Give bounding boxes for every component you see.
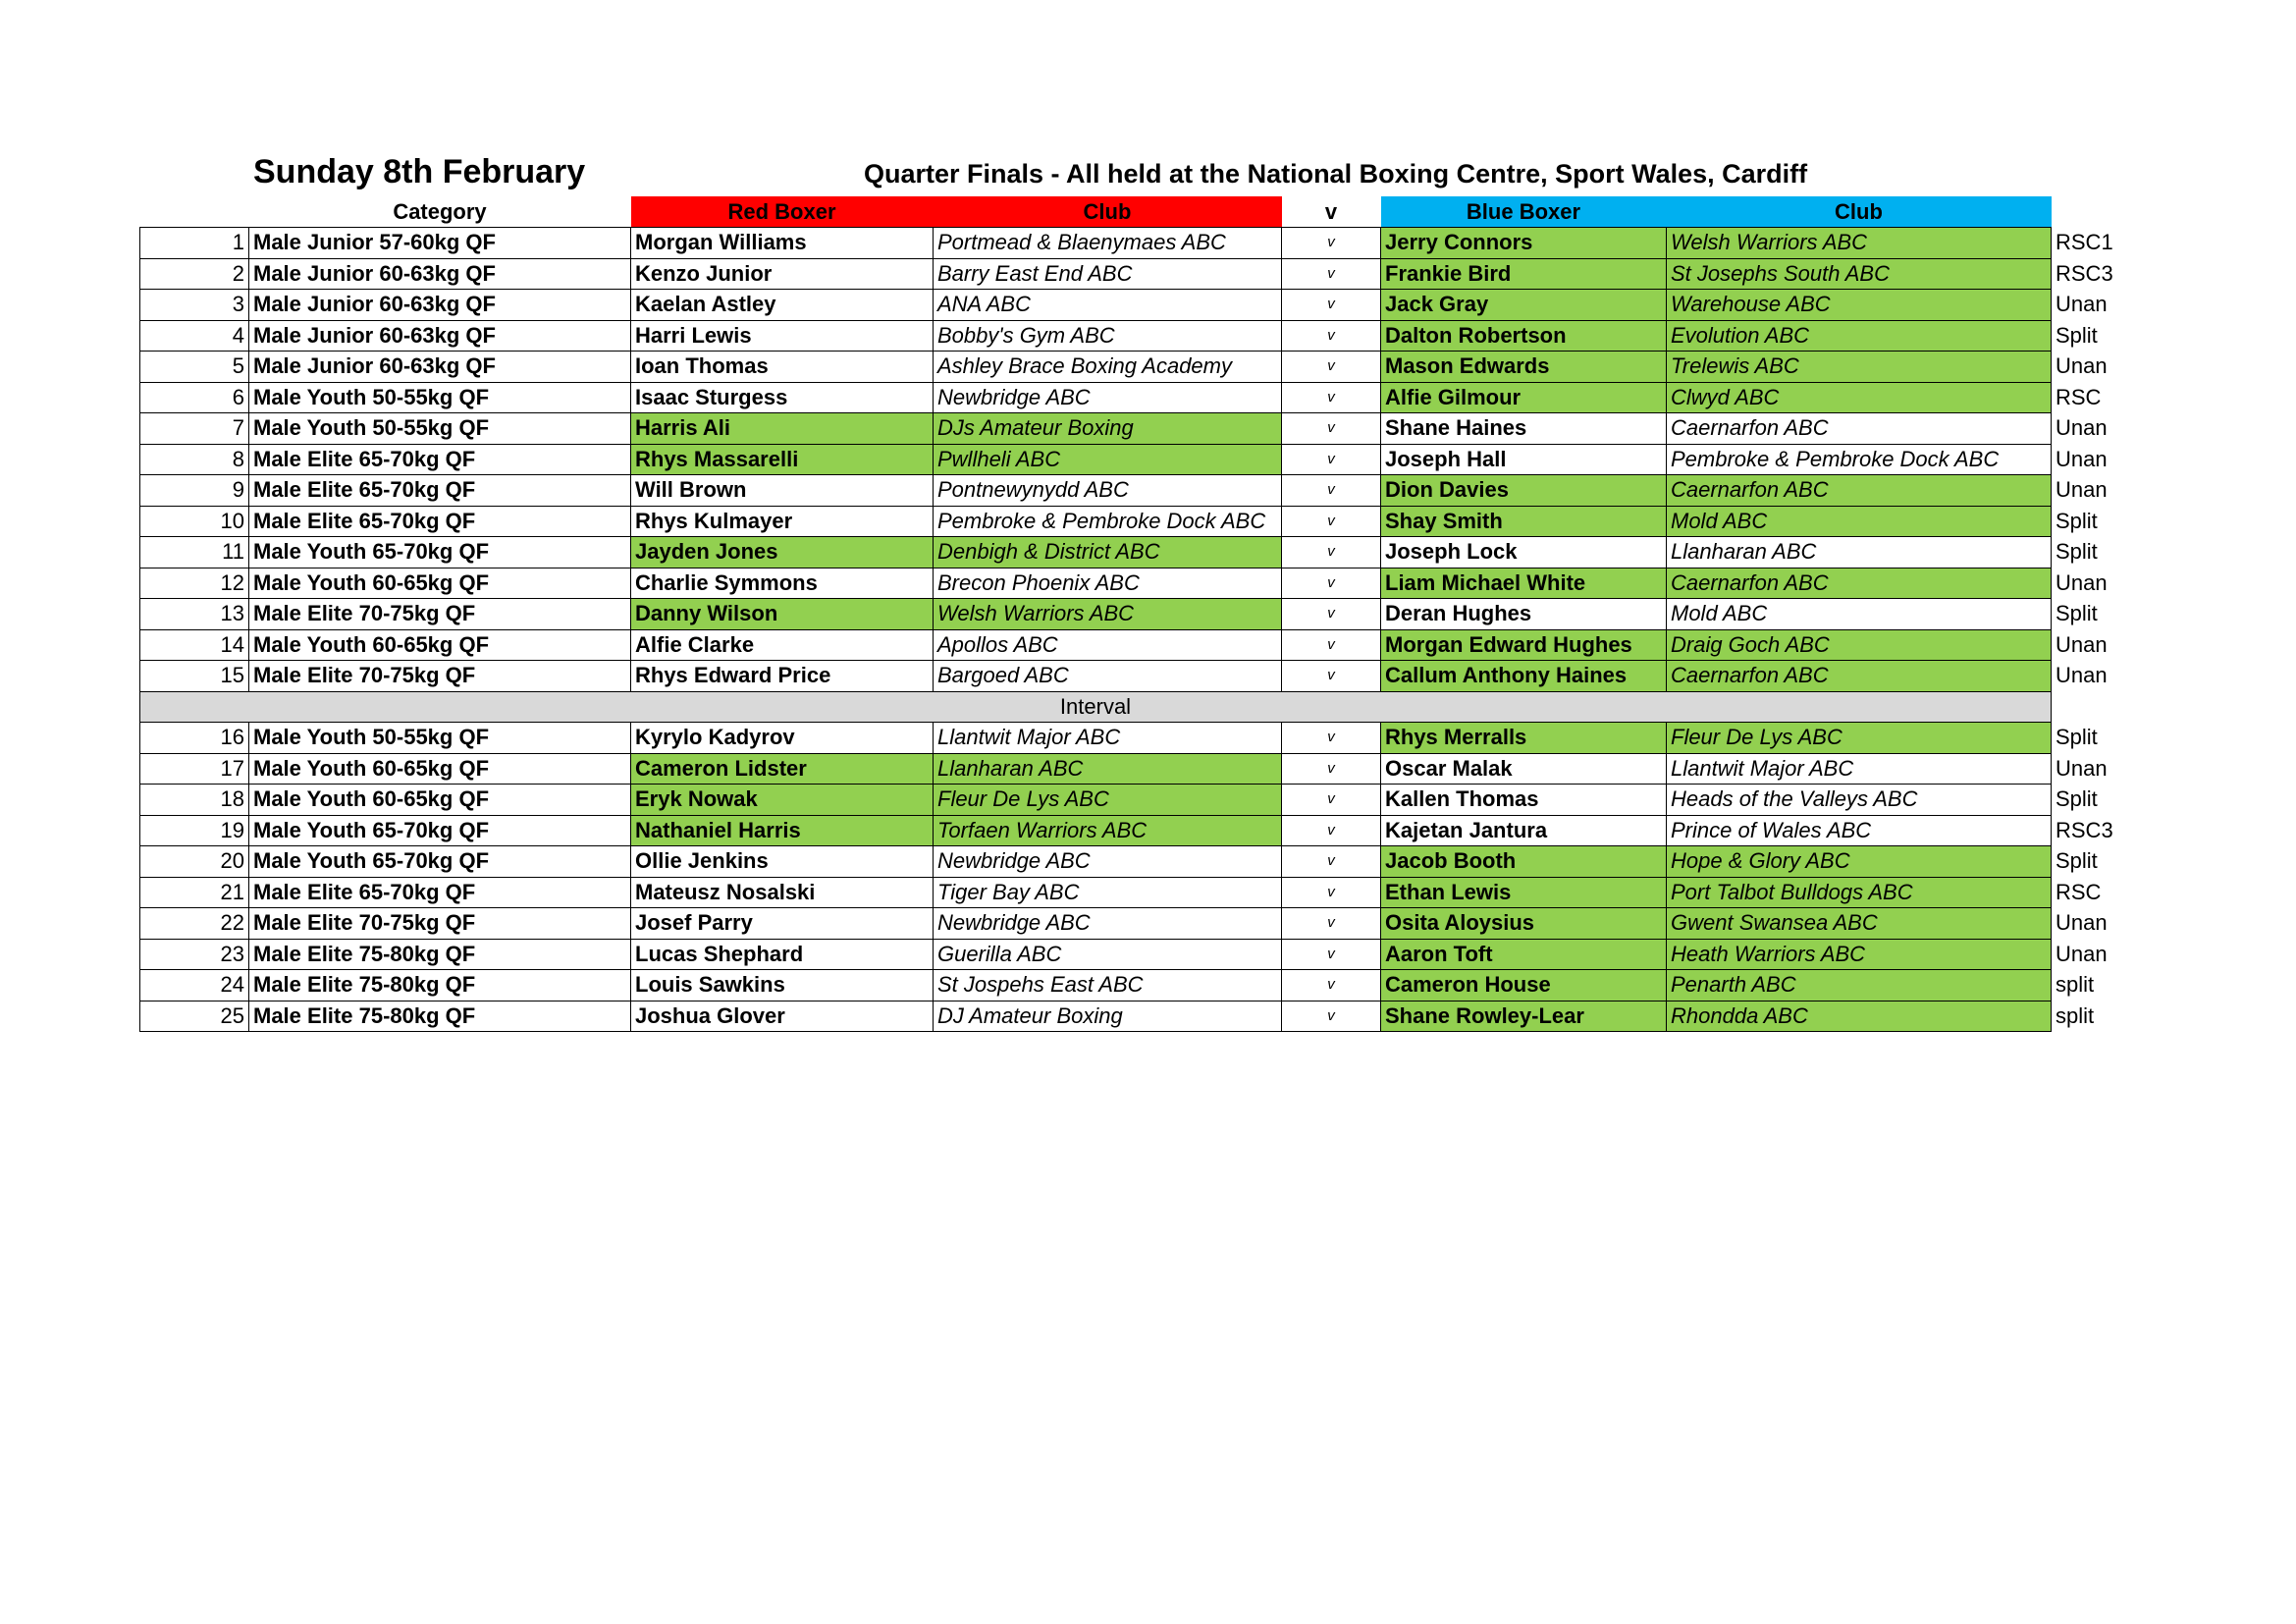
blue-boxer-name: Ethan Lewis <box>1381 877 1667 908</box>
blue-boxer-club: Llanharan ABC <box>1667 537 2052 568</box>
header-red-club: Club <box>934 196 1282 228</box>
bout-category: Male Elite 65-70kg QF <box>249 444 631 475</box>
header-category: Category <box>393 198 487 224</box>
red-boxer-club: Llantwit Major ABC <box>934 723 1282 754</box>
blue-boxer-name: Cameron House <box>1381 970 1667 1001</box>
bout-category: Male Elite 70-75kg QF <box>249 599 631 630</box>
bout-number: 14 <box>140 629 249 661</box>
versus-marker: v <box>1282 939 1381 970</box>
red-boxer-club: Guerilla ABC <box>934 939 1282 970</box>
versus-marker: v <box>1282 785 1381 816</box>
bout-category: Male Elite 75-80kg QF <box>249 939 631 970</box>
red-boxer-club: St Jospehs East ABC <box>934 970 1282 1001</box>
blue-boxer-name: Shay Smith <box>1381 506 1667 537</box>
bout-result: Split <box>2056 848 2098 874</box>
bout-category: Male Elite 70-75kg QF <box>249 908 631 940</box>
red-boxer-name: Louis Sawkins <box>631 970 934 1001</box>
blue-boxer-name: Morgan Edward Hughes <box>1381 629 1667 661</box>
versus-marker: v <box>1282 290 1381 321</box>
bout-category: Male Junior 57-60kg QF <box>249 228 631 259</box>
versus-marker: v <box>1282 258 1381 290</box>
bout-category: Male Youth 65-70kg QF <box>249 846 631 878</box>
red-boxer-name: Lucas Shephard <box>631 939 934 970</box>
red-boxer-name: Harris Ali <box>631 413 934 445</box>
versus-marker: v <box>1282 444 1381 475</box>
red-boxer-club: Newbridge ABC <box>934 846 1282 878</box>
red-boxer-club: Torfaen Warriors ABC <box>934 815 1282 846</box>
red-boxer-club: Bargoed ABC <box>934 661 1282 692</box>
blue-boxer-name: Deran Hughes <box>1381 599 1667 630</box>
table-row <box>140 506 2140 537</box>
blue-boxer-club: Caernarfon ABC <box>1667 413 2052 445</box>
bout-result: Unan <box>2056 569 2108 595</box>
versus-marker: v <box>1282 228 1381 259</box>
blue-boxer-name: Jerry Connors <box>1381 228 1667 259</box>
interval-spacer <box>2052 691 2140 723</box>
red-boxer-club: Llanharan ABC <box>934 753 1282 785</box>
bout-number: 22 <box>140 908 249 940</box>
blue-boxer-club: Draig Goch ABC <box>1667 629 2052 661</box>
bout-number: 2 <box>140 258 249 290</box>
blue-boxer-club: Clwyd ABC <box>1667 382 2052 413</box>
bout-category: Male Elite 65-70kg QF <box>249 506 631 537</box>
blue-boxer-club: Mold ABC <box>1667 506 2052 537</box>
bout-number: 10 <box>140 506 249 537</box>
red-boxer-club: DJ Amateur Boxing <box>934 1001 1282 1032</box>
table-row <box>140 444 2140 475</box>
red-boxer-club: Pwllheli ABC <box>934 444 1282 475</box>
table-row <box>140 352 2140 383</box>
red-boxer-name: Ioan Thomas <box>631 352 934 383</box>
table-row <box>140 1001 2140 1032</box>
bout-category: Male Elite 65-70kg QF <box>249 877 631 908</box>
red-boxer-club: Pontnewynydd ABC <box>934 475 1282 507</box>
versus-marker: v <box>1282 382 1381 413</box>
bout-result: Split <box>2056 725 2098 750</box>
bout-result: Unan <box>2056 353 2108 379</box>
bout-result: Unan <box>2056 477 2108 503</box>
bout-result: Unan <box>2056 755 2108 781</box>
bout-number: 11 <box>140 537 249 568</box>
versus-marker: v <box>1282 413 1381 445</box>
red-boxer-name: Rhys Kulmayer <box>631 506 934 537</box>
table-row <box>140 877 2140 908</box>
bout-category: Male Elite 75-80kg QF <box>249 1001 631 1032</box>
bout-result: RSC3 <box>2056 260 2113 286</box>
blue-boxer-club: Caernarfon ABC <box>1667 475 2052 507</box>
bout-number: 6 <box>140 382 249 413</box>
bout-number: 3 <box>140 290 249 321</box>
bout-result: split <box>2056 972 2095 998</box>
bout-category: Male Elite 75-80kg QF <box>249 970 631 1001</box>
blue-boxer-name: Oscar Malak <box>1381 753 1667 785</box>
bout-number: 23 <box>140 939 249 970</box>
table-row <box>140 815 2140 846</box>
red-boxer-club: Brecon Phoenix ABC <box>934 568 1282 599</box>
bout-category: Male Youth 65-70kg QF <box>249 537 631 568</box>
interval-label: Interval <box>140 691 2052 723</box>
versus-marker: v <box>1282 475 1381 507</box>
blue-boxer-club: Gwent Swansea ABC <box>1667 908 2052 940</box>
red-boxer-club: Fleur De Lys ABC <box>934 785 1282 816</box>
table-row <box>140 723 2140 754</box>
blue-boxer-name: Callum Anthony Haines <box>1381 661 1667 692</box>
versus-marker: v <box>1282 815 1381 846</box>
bout-result: Unan <box>2056 941 2108 966</box>
table-row <box>140 846 2140 878</box>
blue-boxer-name: Aaron Toft <box>1381 939 1667 970</box>
blue-boxer-name: Joseph Lock <box>1381 537 1667 568</box>
header-vs: v <box>1324 198 1338 224</box>
blue-boxer-club: Trelewis ABC <box>1667 352 2052 383</box>
blue-boxer-name: Mason Edwards <box>1381 352 1667 383</box>
red-boxer-club: Denbigh & District ABC <box>934 537 1282 568</box>
bout-result: Split <box>2056 539 2098 565</box>
red-boxer-name: Joshua Glover <box>631 1001 934 1032</box>
red-boxer-name: Harri Lewis <box>631 320 934 352</box>
red-boxer-name: Mateusz Nosalski <box>631 877 934 908</box>
bout-number: 12 <box>140 568 249 599</box>
blue-boxer-name: Rhys Merralls <box>1381 723 1667 754</box>
bouts-table-body <box>140 228 2140 1032</box>
versus-marker: v <box>1282 352 1381 383</box>
bout-number: 19 <box>140 815 249 846</box>
blue-boxer-club: Port Talbot Bulldogs ABC <box>1667 877 2052 908</box>
blue-boxer-name: Joseph Hall <box>1381 444 1667 475</box>
red-boxer-name: Isaac Sturgess <box>631 382 934 413</box>
red-boxer-club: DJs Amateur Boxing <box>934 413 1282 445</box>
bout-result: Split <box>2056 322 2098 348</box>
blue-boxer-club: Hope & Glory ABC <box>1667 846 2052 878</box>
versus-marker: v <box>1282 320 1381 352</box>
versus-marker: v <box>1282 877 1381 908</box>
red-boxer-club: Ashley Brace Boxing Academy <box>934 352 1282 383</box>
red-boxer-name: Charlie Symmons <box>631 568 934 599</box>
bout-number: 9 <box>140 475 249 507</box>
bout-number: 1 <box>140 228 249 259</box>
bout-category: Male Youth 60-65kg QF <box>249 568 631 599</box>
blue-boxer-club: Rhondda ABC <box>1667 1001 2052 1032</box>
red-boxer-name: Morgan Williams <box>631 228 934 259</box>
table-row <box>140 290 2140 321</box>
table-row <box>140 661 2140 692</box>
red-boxer-name: Eryk Nowak <box>631 785 934 816</box>
red-boxer-club: Pembroke & Pembroke Dock ABC <box>934 506 1282 537</box>
blue-boxer-club: Heath Warriors ABC <box>1667 939 2052 970</box>
bout-number: 18 <box>140 785 249 816</box>
bout-number: 13 <box>140 599 249 630</box>
table-row <box>140 537 2140 568</box>
red-boxer-name: Ollie Jenkins <box>631 846 934 878</box>
bout-number: 15 <box>140 661 249 692</box>
header-result <box>2052 196 2140 228</box>
table-row <box>140 228 2140 259</box>
interval-row <box>140 691 2140 723</box>
blue-boxer-club: Evolution ABC <box>1667 320 2052 352</box>
bout-result: split <box>2056 1002 2095 1028</box>
versus-marker: v <box>1282 568 1381 599</box>
red-boxer-club: Newbridge ABC <box>934 908 1282 940</box>
red-boxer-club: Welsh Warriors ABC <box>934 599 1282 630</box>
table-row <box>140 568 2140 599</box>
header-blue-boxer: Blue Boxer <box>1381 196 1667 228</box>
versus-marker: v <box>1282 506 1381 537</box>
bout-category: Male Youth 60-65kg QF <box>249 785 631 816</box>
bout-category: Male Youth 60-65kg QF <box>249 753 631 785</box>
blue-boxer-name: Jack Gray <box>1381 290 1667 321</box>
versus-marker: v <box>1282 537 1381 568</box>
table-row <box>140 413 2140 445</box>
red-boxer-club: Barry East End ABC <box>934 258 1282 290</box>
red-boxer-name: Danny Wilson <box>631 599 934 630</box>
table-row <box>140 382 2140 413</box>
red-boxer-club: Apollos ABC <box>934 629 1282 661</box>
table-row <box>140 599 2140 630</box>
bout-category: Male Junior 60-63kg QF <box>249 320 631 352</box>
blue-boxer-club: Caernarfon ABC <box>1667 568 2052 599</box>
red-boxer-name: Kyrylo Kadyrov <box>631 723 934 754</box>
blue-boxer-name: Frankie Bird <box>1381 258 1667 290</box>
bout-category: Male Junior 60-63kg QF <box>249 290 631 321</box>
table-header-row <box>140 196 2140 228</box>
blue-boxer-name: Liam Michael White <box>1381 568 1667 599</box>
bout-result: Split <box>2056 786 2098 812</box>
red-boxer-name: Jayden Jones <box>631 537 934 568</box>
red-boxer-name: Kaelan Astley <box>631 290 934 321</box>
versus-marker: v <box>1282 908 1381 940</box>
table-row <box>140 753 2140 785</box>
bout-result: Unan <box>2056 415 2108 441</box>
red-boxer-name: Josef Parry <box>631 908 934 940</box>
bouts-table <box>139 196 2140 1032</box>
red-boxer-club: Portmead & Blaenymaes ABC <box>934 228 1282 259</box>
table-row <box>140 785 2140 816</box>
table-row <box>140 939 2140 970</box>
blue-boxer-name: Shane Rowley-Lear <box>1381 1001 1667 1032</box>
red-boxer-name: Kenzo Junior <box>631 258 934 290</box>
red-boxer-club: Tiger Bay ABC <box>934 877 1282 908</box>
blue-boxer-club: Fleur De Lys ABC <box>1667 723 2052 754</box>
bout-category: Male Elite 65-70kg QF <box>249 475 631 507</box>
bout-number: 5 <box>140 352 249 383</box>
bout-result: Unan <box>2056 292 2108 317</box>
versus-marker: v <box>1282 599 1381 630</box>
bout-result: Unan <box>2056 663 2108 688</box>
event-title: Quarter Finals - All held at the National Boxing Centre, Sport Wales, Cardiff <box>864 159 1808 189</box>
red-boxer-name: Alfie Clarke <box>631 629 934 661</box>
versus-marker: v <box>1282 846 1381 878</box>
bout-result: RSC <box>2056 879 2102 904</box>
versus-marker: v <box>1282 753 1381 785</box>
versus-marker: v <box>1282 661 1381 692</box>
bout-result: Unan <box>2056 910 2108 936</box>
red-boxer-club: Newbridge ABC <box>934 382 1282 413</box>
bout-number: 17 <box>140 753 249 785</box>
blue-boxer-club: Welsh Warriors ABC <box>1667 228 2052 259</box>
red-boxer-club: Bobby's Gym ABC <box>934 320 1282 352</box>
blue-boxer-club: Pembroke & Pembroke Dock ABC <box>1667 444 2052 475</box>
blue-boxer-club: Warehouse ABC <box>1667 290 2052 321</box>
bout-result: Unan <box>2056 631 2108 657</box>
blue-boxer-club: Penarth ABC <box>1667 970 2052 1001</box>
bout-category: Male Youth 65-70kg QF <box>249 815 631 846</box>
red-boxer-name: Will Brown <box>631 475 934 507</box>
bout-number: 4 <box>140 320 249 352</box>
blue-boxer-name: Shane Haines <box>1381 413 1667 445</box>
versus-marker: v <box>1282 970 1381 1001</box>
blue-boxer-club: Caernarfon ABC <box>1667 661 2052 692</box>
bout-category: Male Youth 60-65kg QF <box>249 629 631 661</box>
table-row <box>140 629 2140 661</box>
blue-boxer-club: Heads of the Valleys ABC <box>1667 785 2052 816</box>
red-boxer-name: Rhys Edward Price <box>631 661 934 692</box>
blue-boxer-club: St Josephs South ABC <box>1667 258 2052 290</box>
bout-result: Unan <box>2056 446 2108 471</box>
table-row <box>140 258 2140 290</box>
blue-boxer-name: Kajetan Jantura <box>1381 815 1667 846</box>
bout-result: Split <box>2056 508 2098 533</box>
table-row <box>140 475 2140 507</box>
header-blue-club: Club <box>1667 196 2052 228</box>
table-row <box>140 320 2140 352</box>
bout-category: Male Elite 70-75kg QF <box>249 661 631 692</box>
blue-boxer-name: Osita Aloysius <box>1381 908 1667 940</box>
red-boxer-name: Cameron Lidster <box>631 753 934 785</box>
red-boxer-name: Nathaniel Harris <box>631 815 934 846</box>
table-row <box>140 908 2140 940</box>
blue-boxer-club: Llantwit Major ABC <box>1667 753 2052 785</box>
bout-category: Male Youth 50-55kg QF <box>249 413 631 445</box>
bout-number: 25 <box>140 1001 249 1032</box>
bout-result: Split <box>2056 601 2098 626</box>
header-red-boxer: Red Boxer <box>631 196 934 228</box>
blue-boxer-name: Jacob Booth <box>1381 846 1667 878</box>
bout-number: 8 <box>140 444 249 475</box>
bout-number: 7 <box>140 413 249 445</box>
bout-number: 20 <box>140 846 249 878</box>
page-date-title: Sunday 8th February <box>253 153 586 190</box>
table-row <box>140 970 2140 1001</box>
versus-marker: v <box>1282 1001 1381 1032</box>
bout-result: RSC1 <box>2056 230 2113 255</box>
bout-category: Male Junior 60-63kg QF <box>249 258 631 290</box>
versus-marker: v <box>1282 723 1381 754</box>
blue-boxer-club: Prince of Wales ABC <box>1667 815 2052 846</box>
blue-boxer-name: Dion Davies <box>1381 475 1667 507</box>
header-number <box>140 196 249 228</box>
blue-boxer-name: Dalton Robertson <box>1381 320 1667 352</box>
bout-number: 21 <box>140 877 249 908</box>
blue-boxer-club: Mold ABC <box>1667 599 2052 630</box>
bout-number: 16 <box>140 723 249 754</box>
bout-category: Male Junior 60-63kg QF <box>249 352 631 383</box>
bout-category: Male Youth 50-55kg QF <box>249 382 631 413</box>
red-boxer-club: ANA ABC <box>934 290 1282 321</box>
bout-result: RSC <box>2056 384 2102 409</box>
blue-boxer-name: Alfie Gilmour <box>1381 382 1667 413</box>
red-boxer-name: Rhys Massarelli <box>631 444 934 475</box>
versus-marker: v <box>1282 629 1381 661</box>
blue-boxer-name: Kallen Thomas <box>1381 785 1667 816</box>
bout-result: RSC3 <box>2056 817 2113 842</box>
bout-category: Male Youth 50-55kg QF <box>249 723 631 754</box>
bout-number: 24 <box>140 970 249 1001</box>
